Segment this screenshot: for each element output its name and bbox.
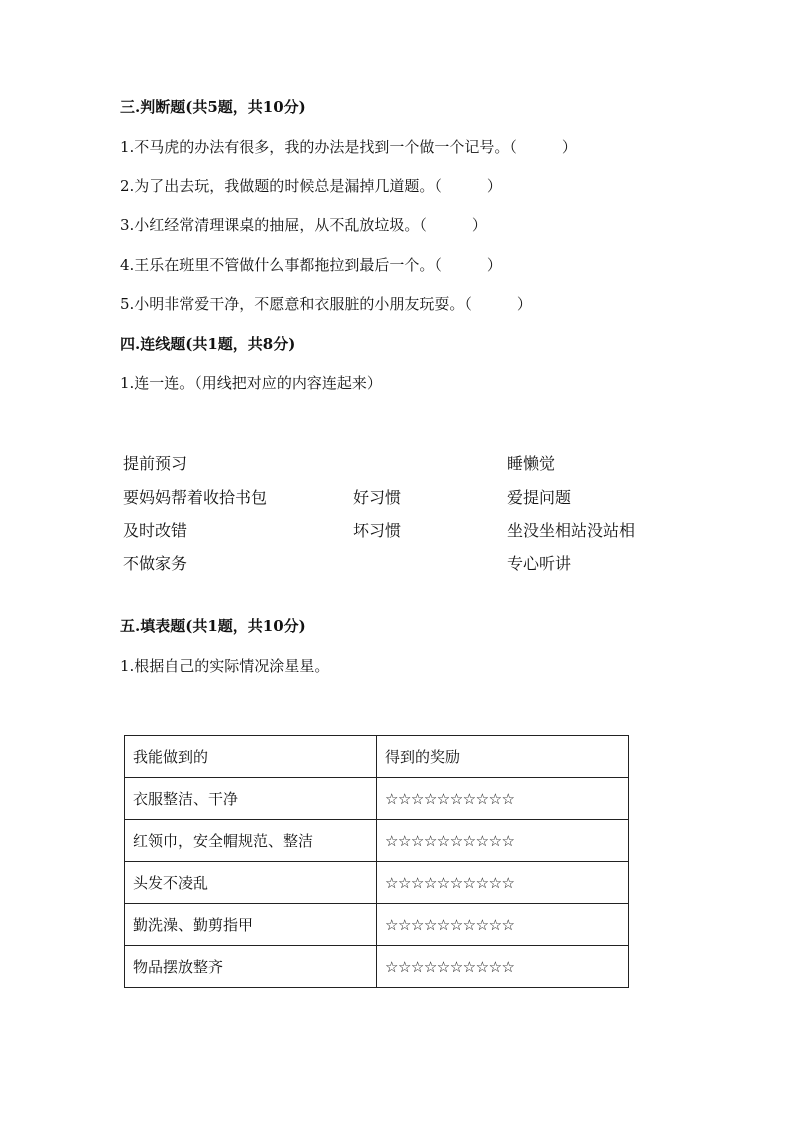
match-middle-item-2: 坏习惯 xyxy=(353,521,402,540)
table-header-cell: 得到的奖励 xyxy=(377,736,629,778)
match-right-item-4: 专心听讲 xyxy=(507,554,572,573)
section3-question-3: 3.小红经常清理课桌的抽屉，从不乱放垃圾。（ ） xyxy=(120,216,487,234)
star-rating-cell[interactable]: ☆☆☆☆☆☆☆☆☆☆ xyxy=(377,946,629,988)
match-middle-item-1: 好习惯 xyxy=(353,488,402,507)
match-left-item-2: 要妈妈帮着收拾书包 xyxy=(123,488,268,507)
table-header-row xyxy=(125,736,629,778)
match-left-item-4: 不做家务 xyxy=(123,554,188,573)
star-rating-cell[interactable]: ☆☆☆☆☆☆☆☆☆☆ xyxy=(377,778,629,820)
table-cell-item: 衣服整洁、干净 xyxy=(125,778,377,820)
table-row xyxy=(125,946,629,988)
table-cell-item: 勤洗澡、勤剪指甲 xyxy=(125,904,377,946)
star-rating-table xyxy=(124,735,629,988)
section3-question-5: 5.小明非常爱干净，不愿意和衣服脏的小朋友玩耍。（ ） xyxy=(120,295,532,313)
table-cell-item: 红领巾，安全帽规范、整洁 xyxy=(125,820,377,862)
star-rating-cell[interactable]: ☆☆☆☆☆☆☆☆☆☆ xyxy=(377,862,629,904)
section5-title: 五.填表题(共1题，共10分) xyxy=(120,617,306,635)
section3-question-1: 1.不马虎的办法有很多，我的办法是找到一个做一个记号。（ ） xyxy=(120,138,577,156)
table-cell-item: 头发不凌乱 xyxy=(125,862,377,904)
section4-title: 四.连线题(共1题，共8分) xyxy=(120,335,296,353)
match-right-item-1: 睡懒觉 xyxy=(507,454,556,473)
section3-question-4: 4.王乐在班里不管做什么事都拖拉到最后一个。（ ） xyxy=(120,256,502,274)
table-row xyxy=(125,904,629,946)
table-row xyxy=(125,778,629,820)
table-row xyxy=(125,862,629,904)
section4-question: 1.连一连。（用线把对应的内容连起来） xyxy=(120,374,382,392)
section5-question: 1.根据自己的实际情况涂星星。 xyxy=(120,657,330,675)
table-row xyxy=(125,820,629,862)
match-right-item-3: 坐没坐相站没站相 xyxy=(507,521,636,540)
match-left-item-1: 提前预习 xyxy=(123,454,188,473)
table-header-cell: 我能做到的 xyxy=(125,736,377,778)
match-right-item-2: 爱提问题 xyxy=(507,488,572,507)
match-left-item-3: 及时改错 xyxy=(123,521,188,540)
table-cell-item: 物品摆放整齐 xyxy=(125,946,377,988)
section3-question-2: 2.为了出去玩，我做题的时候总是漏掉几道题。（ ） xyxy=(120,177,502,195)
section3-title: 三.判断题(共5题，共10分) xyxy=(120,98,306,116)
star-rating-cell[interactable]: ☆☆☆☆☆☆☆☆☆☆ xyxy=(377,820,629,862)
star-rating-cell[interactable]: ☆☆☆☆☆☆☆☆☆☆ xyxy=(377,904,629,946)
